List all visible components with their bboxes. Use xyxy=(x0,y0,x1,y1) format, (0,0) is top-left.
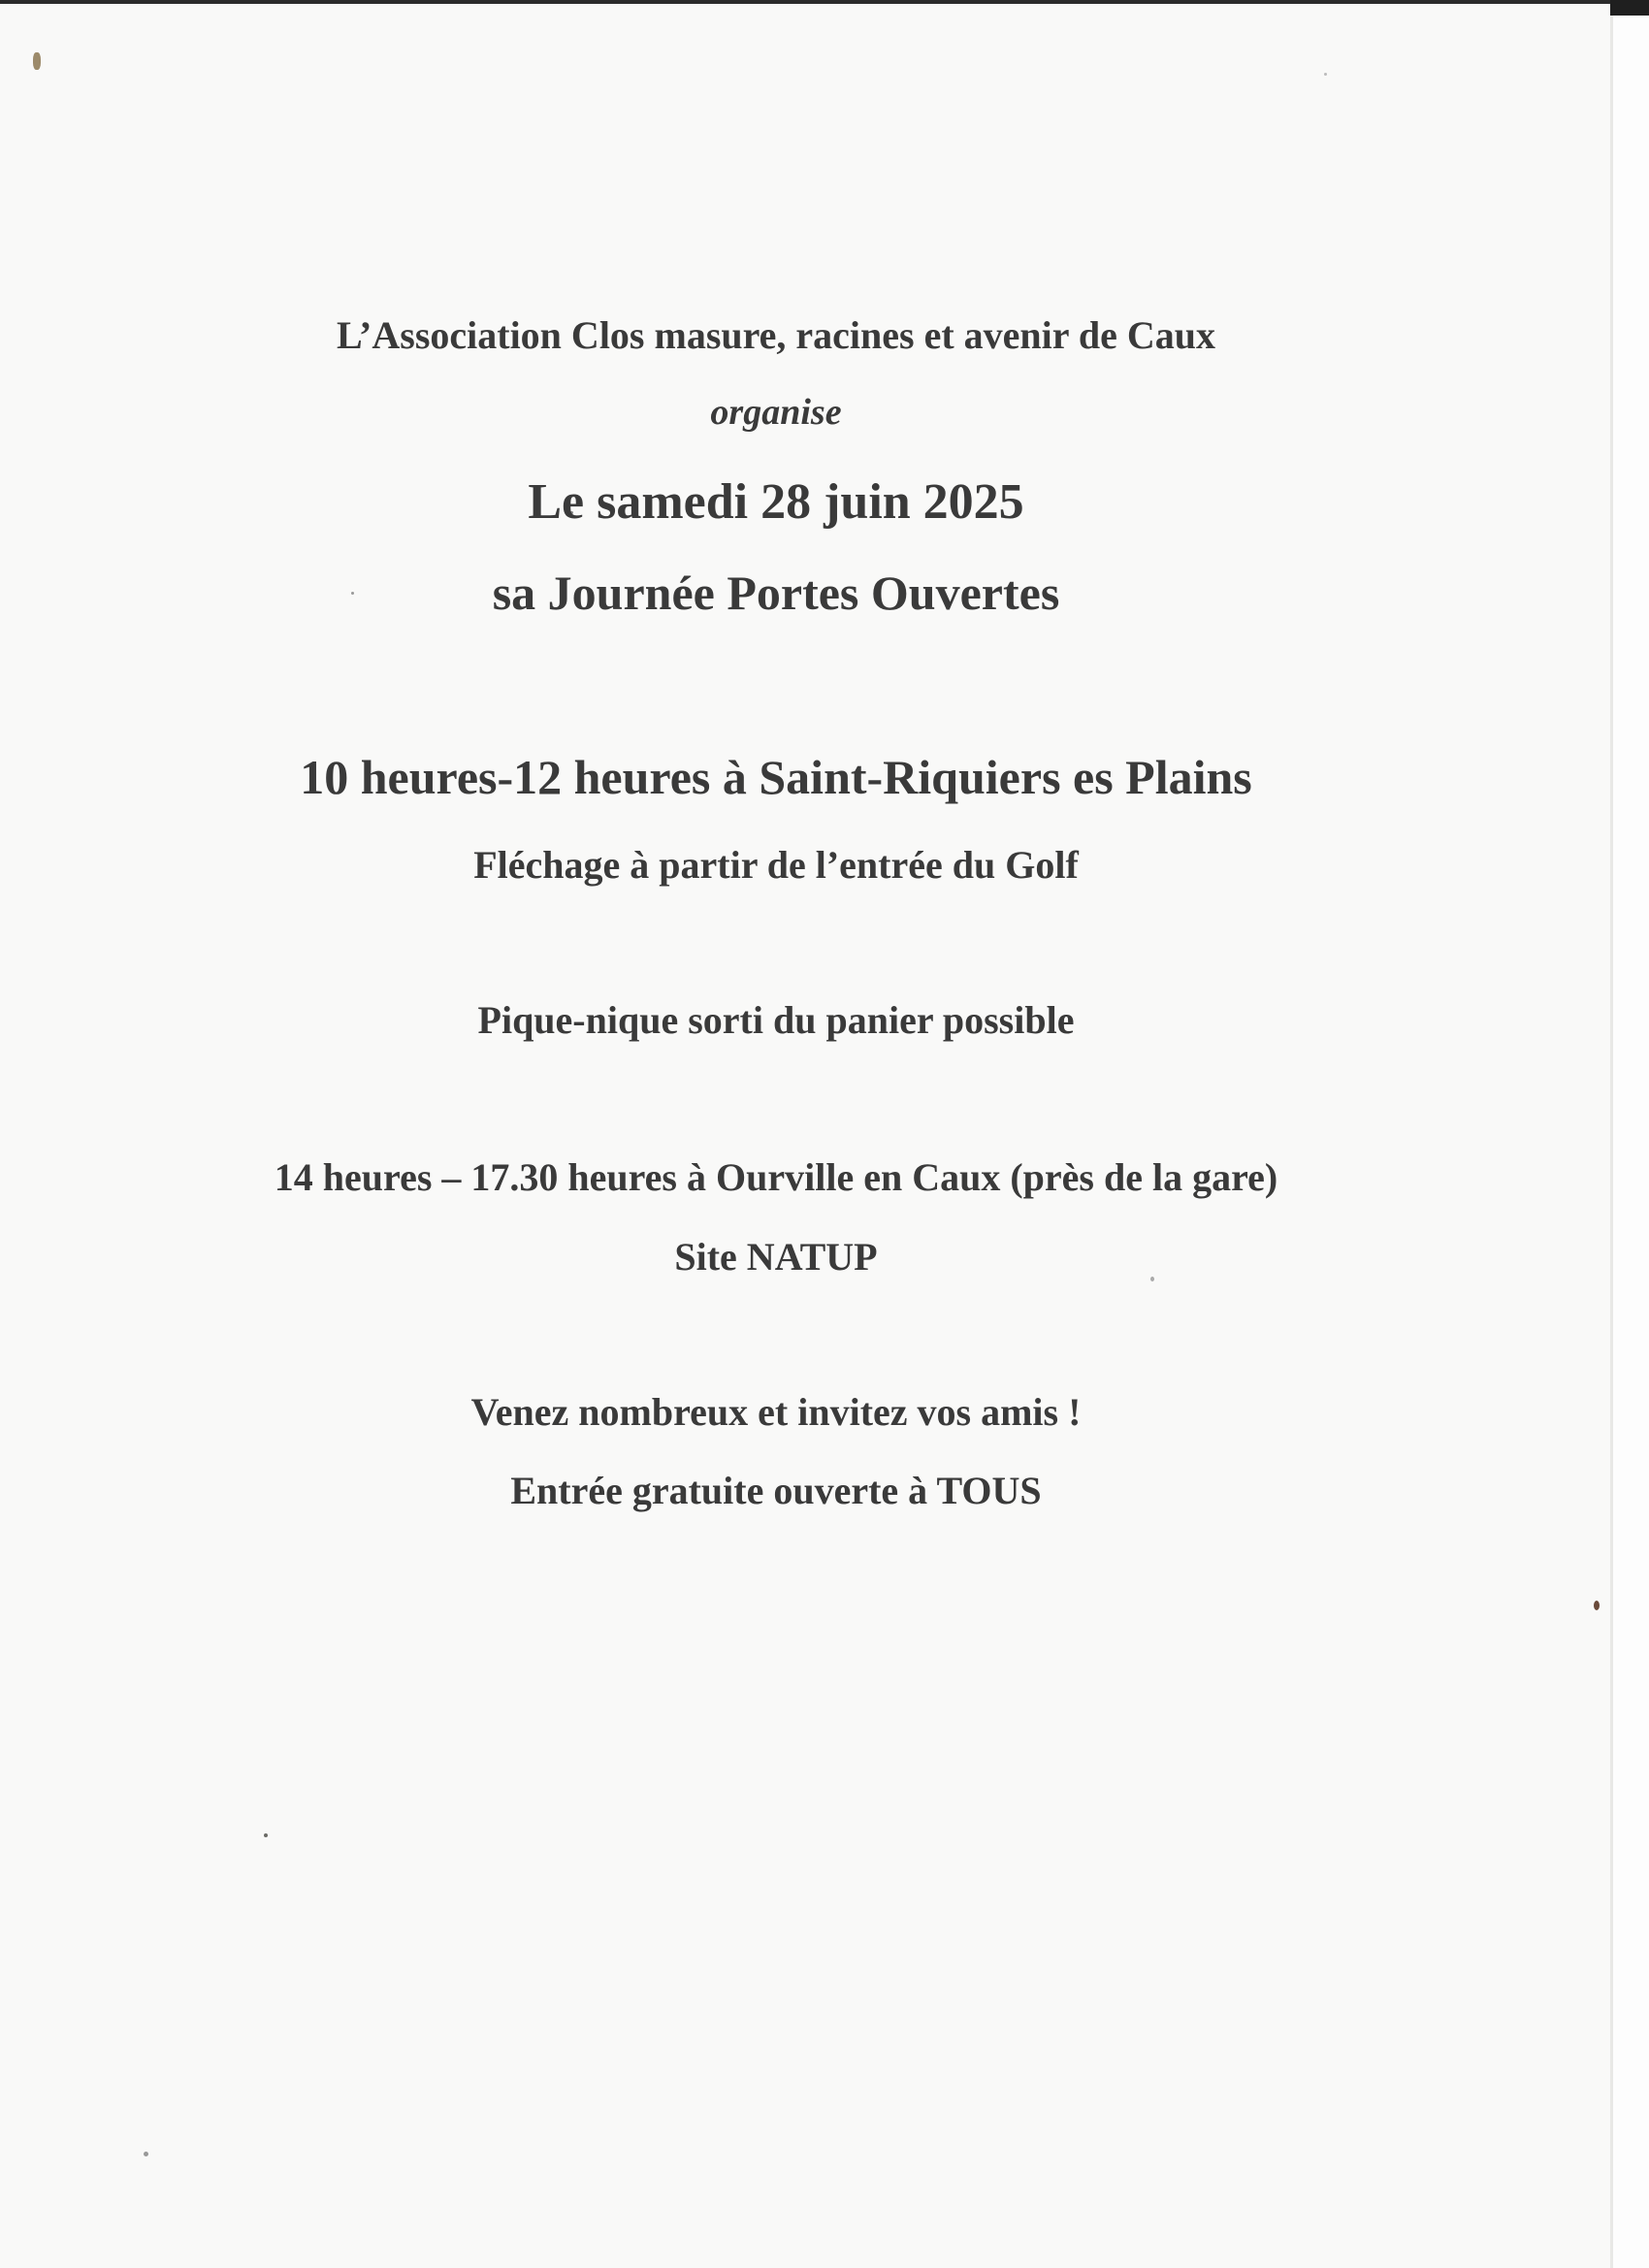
paper-speck xyxy=(1594,1601,1600,1610)
event-title: sa Journée Portes Ouvertes xyxy=(492,566,1060,620)
event-date: Le samedi 28 juin 2025 xyxy=(528,474,1024,530)
invitation-line: Venez nombreux et invitez vos amis ! xyxy=(470,1390,1082,1434)
signposting-note: Fléchage à partir de l’entrée du Golf xyxy=(473,843,1079,887)
paper-speck xyxy=(33,52,41,70)
scan-corner-shadow xyxy=(1610,0,1649,16)
scan-border-right xyxy=(1610,0,1649,2268)
paper-speck xyxy=(1324,73,1327,76)
paper-speck xyxy=(144,2152,148,2156)
scan-border-top xyxy=(0,0,1610,4)
site-name: Site NATUP xyxy=(674,1235,878,1279)
morning-schedule: 10 heures-12 heures à Saint-Riquiers es Plains xyxy=(300,750,1252,804)
paper-speck xyxy=(264,1833,268,1837)
picnic-note: Pique-nique sorti du panier possible xyxy=(477,998,1075,1042)
free-entry-line: Entrée gratuite ouverte à TOUS xyxy=(510,1469,1042,1512)
association-line: L’Association Clos masure, racines et avenir de Caux xyxy=(337,313,1215,357)
organise-line: organise xyxy=(710,392,842,433)
afternoon-schedule: 14 heures – 17.30 heures à Ourville en Caux (près de la gare) xyxy=(274,1155,1278,1199)
